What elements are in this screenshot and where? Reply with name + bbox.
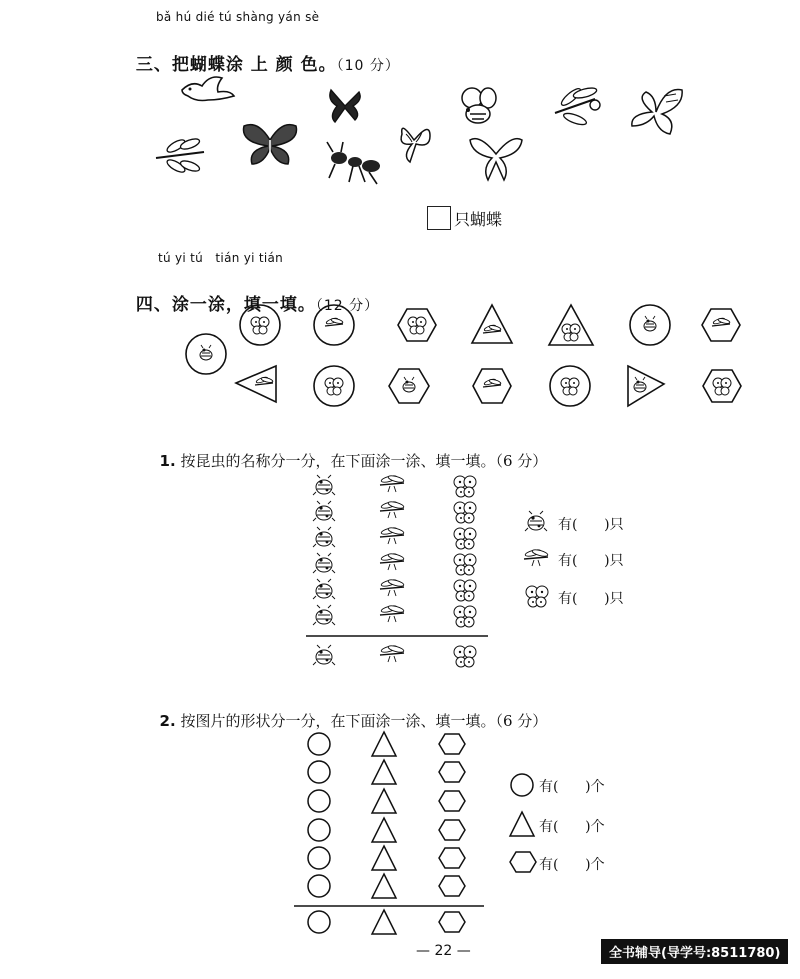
question-2-number: 2.	[159, 712, 176, 730]
butterfly-count-label[interactable]: 有( )只	[558, 591, 624, 607]
triangle-count-label[interactable]: 有( )个	[539, 819, 605, 835]
guide-stamp: 全书辅导(导学号:8511780)	[601, 939, 788, 964]
section3-pinyin: bǎ hú dié tú shàng yán sè	[156, 10, 320, 24]
section4-title: 四、涂一涂，填一填。	[135, 295, 316, 315]
hexagon-count-label[interactable]: 有( )个	[539, 857, 605, 873]
dragonfly-count-label[interactable]: 有( )只	[558, 553, 624, 569]
section3-points: （10 分）	[336, 58, 400, 74]
section3-title: 三、把蝴蝶涂 上 颜 色。	[135, 55, 337, 75]
butterfly-count-label: 只蝴蝶	[454, 210, 503, 229]
section4-pinyin: tú yi tú tián yi tián	[158, 251, 284, 265]
question-1-text: 按昆虫的名称分一分，在下面涂一涂、填一填。（6 分）	[180, 452, 548, 470]
circle-count-label[interactable]: 有( )个	[539, 779, 605, 795]
page-number: — 22 —	[416, 943, 471, 959]
question-2-text: 按图片的形状分一分，在下面涂一涂、填一填。（6 分）	[180, 712, 548, 730]
question-1-number: 1.	[159, 452, 176, 470]
ladybug-count-label[interactable]: 有( )只	[558, 517, 624, 533]
section4-points: （12 分）	[315, 298, 380, 314]
